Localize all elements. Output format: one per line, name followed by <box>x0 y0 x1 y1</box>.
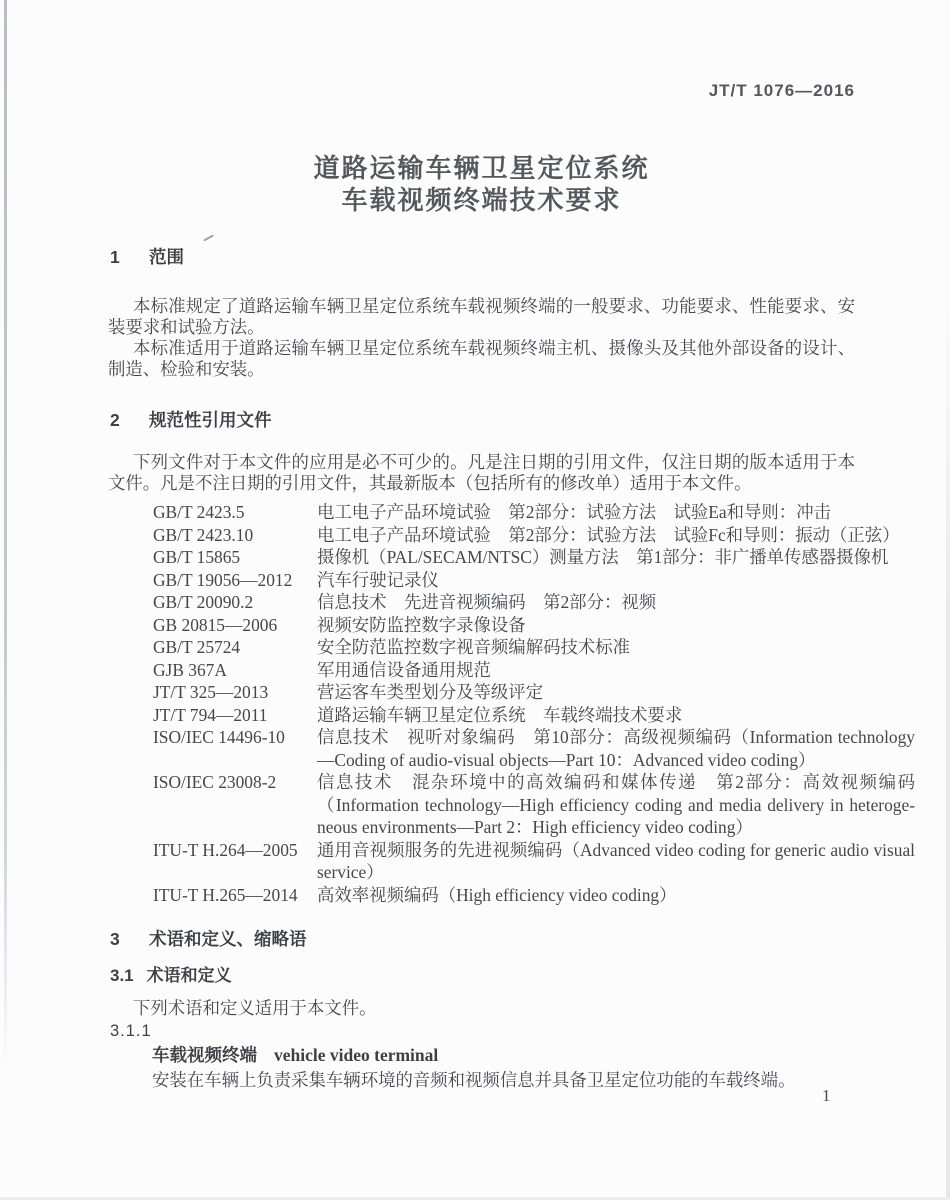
section-3-title: 术语和定义、缩略语 <box>149 929 307 949</box>
reference-code: JT/T 794—2011 <box>153 704 268 725</box>
reference-code: GB/T 2423.10 <box>153 524 254 545</box>
section-1-heading <box>110 247 855 267</box>
clause-3-1-1-number: 3.1.1 <box>110 1022 152 1040</box>
scan-edge-artifact-right <box>946 280 950 1200</box>
reference-description: 高效率视频编码（High efficiency video coding） <box>317 884 677 905</box>
reference-description: 通用音视频服务的先进视频编码（Advanced video coding for generic audio visual service） <box>317 839 915 882</box>
reference-item <box>108 591 915 614</box>
section-3-1-heading <box>110 966 855 986</box>
references-list <box>108 501 915 906</box>
reference-description: 信息技术 混杂环境中的高效编码和媒体传递 第2部分：高效视频编码（Information technology—High efficiency coding and media delivery in heterogeneous environments—Part 2：High efficiency video coding） <box>317 772 915 837</box>
reference-item <box>108 704 915 727</box>
reference-description: 摄像机（PAL/SECAM/NTSC）测量方法 第1部分：非广播单传感器摄像机 <box>317 547 889 567</box>
reference-item <box>108 771 915 839</box>
reference-item <box>108 524 915 547</box>
reference-code: GB/T 15865 <box>153 547 241 567</box>
reference-code: GB/T 25724 <box>153 637 241 657</box>
reference-description: 军用通信设备通用规范 <box>317 659 491 680</box>
term-definition: 安装在车辆上负责采集车辆环境的音频和视频信息并具备卫星定位功能的车载终端。 <box>152 1070 796 1090</box>
terms-intro-paragraph: 下列术语和定义适用于本文件。 <box>133 998 377 1018</box>
reference-description: 电工电子产品环境试验 第2部分：试验方法 试验Ea和导则：冲击 <box>317 502 831 522</box>
document-title <box>108 152 855 216</box>
term-chinese: 车载视频终端 <box>152 1045 257 1065</box>
reference-code: ISO/IEC 14496-10 <box>153 727 285 747</box>
reference-code: GB/T 20090.2 <box>153 592 254 612</box>
reference-item <box>108 501 915 524</box>
reference-code: JT/T 325—2013 <box>153 682 269 702</box>
term-entry <box>152 1045 855 1066</box>
term-english: vehicle video terminal <box>274 1045 439 1065</box>
reference-description: 电工电子产品环境试验 第2部分：试验方法 试验Fc和导则：振动（正弦） <box>317 524 900 545</box>
reference-description: 信息技术 先进音视频编码 第2部分：视频 <box>317 592 657 612</box>
scope-paragraph-2: 本标准适用于道路运输车辆卫星定位系统车载视频终端主机、摄像头及其他外部设备的设计、制造、检验和安装。 <box>108 338 855 379</box>
reference-description: 信息技术 视听对象编码 第10部分：高级视频编码（Information technology—Coding of audio-visual objects—Part 10：Advanced video coding） <box>317 727 915 770</box>
section-2-number: 2 <box>110 410 120 430</box>
section-3-heading <box>110 929 855 949</box>
reference-description: 安全防范监控数字视音频编解码技术标准 <box>317 637 631 657</box>
section-1-number: 1 <box>110 247 120 267</box>
standard-number: JT/T 1076—2016 <box>708 81 855 100</box>
reference-code: ITU-T H.265—2014 <box>153 884 298 905</box>
reference-code: GB/T 2423.5 <box>153 502 245 522</box>
document-title-line2: 车载视频终端技术要求 <box>341 185 622 215</box>
section-3-1-title: 术语和定义 <box>146 966 232 985</box>
reference-item <box>108 636 915 659</box>
section-2-title: 规范性引用文件 <box>149 410 272 430</box>
reference-code: ITU-T H.264—2005 <box>153 839 298 860</box>
reference-description: 道路运输车辆卫星定位系统 车载终端技术要求 <box>317 704 683 725</box>
scope-paragraph-1: 本标准规定了道路运输车辆卫星定位系统车载视频终端的一般要求、功能要求、性能要求、安装要求和试验方法。 <box>108 296 855 337</box>
reference-item <box>108 569 915 592</box>
section-3-number: 3 <box>110 929 120 949</box>
reference-code: GJB 367A <box>153 659 227 680</box>
reference-item <box>108 726 915 771</box>
section-1-title: 范围 <box>149 247 184 267</box>
reference-item <box>108 614 915 637</box>
reference-item <box>108 546 915 569</box>
reference-description: 营运客车类型划分及等级评定 <box>317 682 544 702</box>
reference-item <box>108 681 915 704</box>
section-2-heading <box>110 410 855 430</box>
reference-item <box>108 884 915 907</box>
references-intro-paragraph: 下列文件对于本文件的应用是必不可少的。凡是注日期的引用文件，仅注日期的版本适用于本文件。凡是不注日期的引用文件，其最新版本（包括所有的修改单）适用于本文件。 <box>108 452 855 493</box>
reference-description: 视频安防监控数字录像设备 <box>317 614 526 635</box>
reference-item <box>108 839 915 884</box>
document-title-line1: 道路运输车辆卫星定位系统 <box>313 153 650 183</box>
reference-code: ISO/IEC 23008-2 <box>153 772 277 792</box>
reference-code: GB 20815—2006 <box>153 614 278 635</box>
reference-item <box>108 659 915 682</box>
reference-description: 汽车行驶记录仪 <box>317 569 439 590</box>
scan-edge-artifact-left <box>4 0 7 1070</box>
page-number: 1 <box>822 1086 831 1105</box>
reference-code: GB/T 19056—2012 <box>153 569 293 590</box>
page-content <box>108 0 915 1091</box>
section-3-1-number: 3.1 <box>110 966 134 985</box>
